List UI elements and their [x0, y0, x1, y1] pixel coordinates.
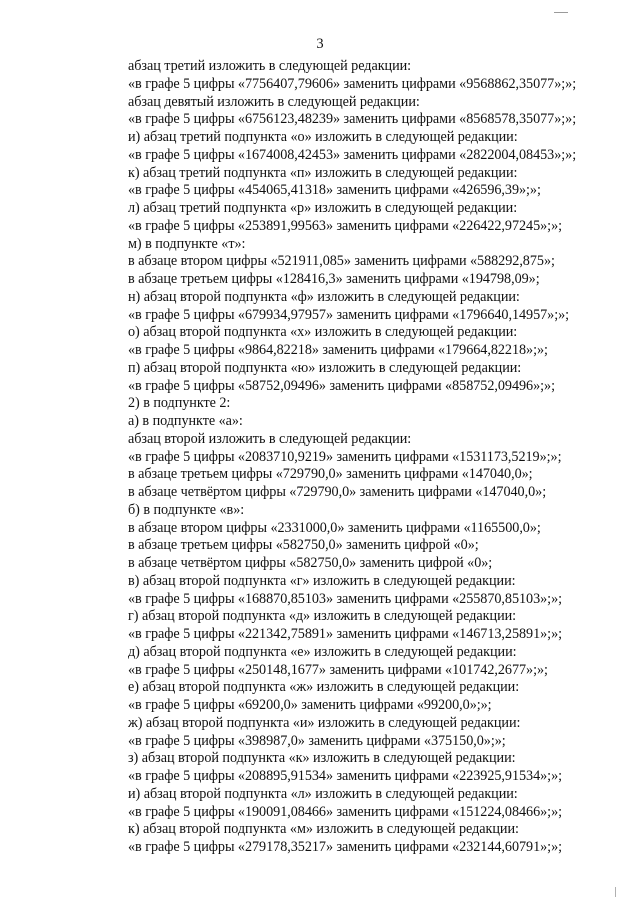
document-line: л) абзац третий подпункта «р» изложить в следующей редакции: — [128, 200, 518, 216]
document-line: «в графе 5 цифры «9864,82218» заменить цифрами «179664,82218»;»; — [128, 342, 548, 358]
page-number: 3 — [316, 36, 324, 52]
document-line: «в графе 5 цифры «208895,91534» заменить цифрами «223925,91534»;»; — [128, 768, 562, 784]
document-line: «в графе 5 цифры «221342,75891» заменить цифрами «146713,25891»;»; — [128, 626, 562, 642]
document-line: «в графе 5 цифры «454065,41318» заменить цифрами «426596,39»;»; — [128, 182, 541, 199]
document-line: 2) в подпункте 2: — [128, 395, 231, 412]
document-line: о) абзац второй подпункта «х» изложить в следующей редакции: — [128, 324, 518, 341]
document-line: «в графе 5 цифры «679934,97957» заменить цифрами «1796640,14957»;»; — [128, 306, 570, 323]
document-line: б) в подпункте «в»: — [128, 501, 245, 518]
document-line: «в графе 5 цифры «253891,99563» заменить цифрами «226422,97245»;»; — [128, 217, 562, 234]
document-line: д) абзац второй подпункта «е» изложить в следующей редакции: — [128, 643, 517, 660]
document-line: и) абзац третий подпункта «о» изложить в следующей редакции: — [128, 129, 518, 145]
document-line: ж) абзац второй подпункта «и» изложить в следующей редакции: — [128, 714, 521, 731]
document-line: в абзаце втором цифры «521911,085» заменить цифрами «588292,875»; — [128, 253, 555, 270]
document-line: «в графе 5 цифры «1674008,42453» заменить цифрами «2822004,08453»;»; — [128, 146, 577, 163]
scan-edge-mark — [615, 887, 616, 897]
document-line: п) абзац второй подпункта «ю» изложить в следующей редакции: — [128, 359, 522, 376]
document-line: «в графе 5 цифры «7756407,79606» заменить цифрами «9568862,35077»;»; — [128, 75, 577, 92]
document-line: е) абзац второй подпункта «ж» изложить в следующей редакции: — [128, 679, 520, 696]
document-line: «в графе 5 цифры «398987,0» заменить цифрами «375150,0»;»; — [128, 732, 506, 749]
document-line: «в графе 5 цифры «279178,35217» заменить цифрами «232144,60791»;»; — [128, 839, 562, 855]
document-line: а) в подпункте «а»: — [128, 413, 243, 429]
document-line: и) абзац второй подпункта «л» изложить в следующей редакции: — [128, 785, 518, 802]
document-line: «в графе 5 цифры «58752,09496» заменить цифрами «858752,09496»;»; — [128, 377, 555, 394]
document-body — [128, 58, 633, 857]
document-line: «в графе 5 цифры «250148,1677» заменить цифрами «101742,2677»;»; — [128, 661, 548, 678]
document-line: «в графе 5 цифры «2083710,9219» заменить цифрами «1531173,5219»;»; — [128, 448, 562, 465]
document-line: абзац девятый изложить в следующей редакции: — [128, 93, 420, 110]
document-line: в абзаце втором цифры «2331000,0» заменить цифрами «1165500,0»; — [128, 519, 541, 536]
scan-mark — [554, 12, 568, 13]
document-line: в) абзац второй подпункта «г» изложить в следующей редакции: — [128, 572, 516, 589]
document-line: в абзаце третьем цифры «729790,0» заменить цифрами «147040,0»; — [128, 466, 533, 483]
document-line: к) абзац второй подпункта «м» изложить в следующей редакции: — [128, 821, 519, 838]
document-line: «в графе 5 цифры «6756123,48239» заменить цифрами «8568578,35077»;»; — [128, 111, 577, 128]
document-line: в абзаце четвёртом цифры «582750,0» заменить цифрой «0»; — [128, 555, 493, 571]
document-line: г) абзац второй подпункта «д» изложить в следующей редакции: — [128, 608, 517, 625]
document-line: абзац второй изложить в следующей редакции: — [128, 430, 412, 447]
document-line: к) абзац третий подпункта «п» изложить в следующей редакции: — [128, 164, 518, 181]
document-line: н) абзац второй подпункта «ф» изложить в следующей редакции: — [128, 288, 520, 305]
document-line: «в графе 5 цифры «168870,85103» заменить цифрами «255870,85103»;»; — [128, 590, 562, 607]
document-line: абзац третий изложить в следующей редакции: — [128, 58, 412, 74]
document-line: «в графе 5 цифры «190091,08466» заменить цифрами «151224,08466»;»; — [128, 803, 562, 820]
document-line: «в графе 5 цифры «69200,0» заменить цифрами «99200,0»;»; — [128, 697, 492, 713]
document-line: в абзаце третьем цифры «128416,3» заменить цифрами «194798,09»; — [128, 271, 540, 287]
document-line: в абзаце четвёртом цифры «729790,0» заменить цифрами «147040,0»; — [128, 484, 547, 500]
document-line: м) в подпункте «т»: — [128, 235, 246, 252]
document-line: в абзаце третьем цифры «582750,0» заменить цифрой «0»; — [128, 537, 479, 554]
document-line: з) абзац второй подпункта «к» изложить в следующей редакции: — [128, 750, 516, 767]
